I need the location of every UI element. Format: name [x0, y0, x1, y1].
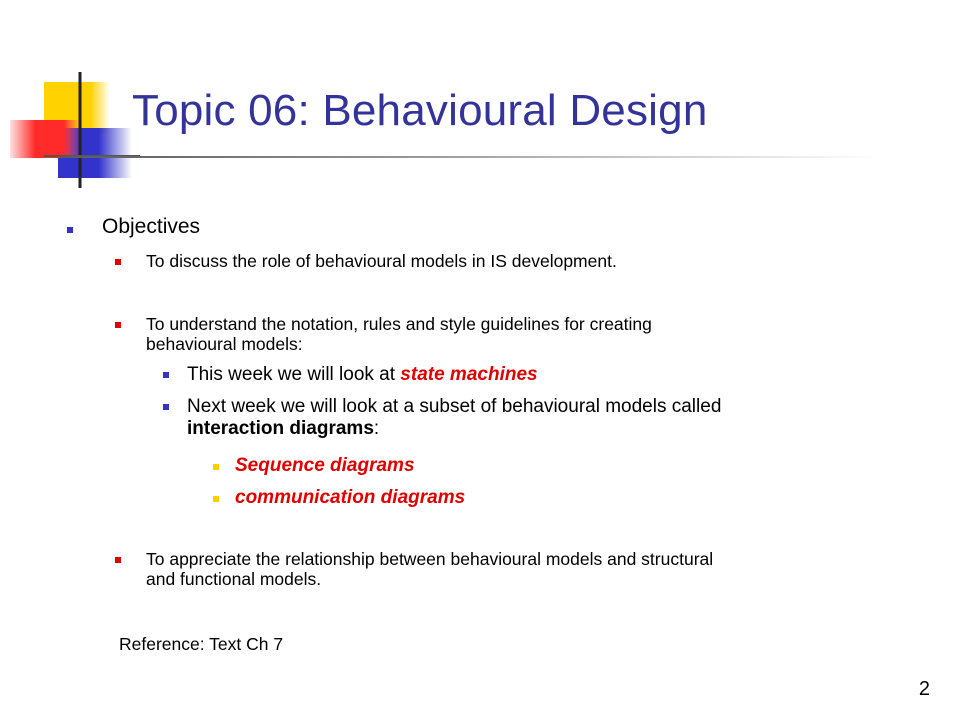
- reference-text: Reference: Text Ch 7: [119, 634, 284, 654]
- objective-item-3-line2: and functional models.: [146, 569, 322, 589]
- bullet-square-icon: [67, 227, 73, 233]
- bullet-square-icon: [115, 322, 121, 328]
- emphasis-state-machines: state machines: [400, 364, 538, 385]
- bullet-square-icon: [163, 404, 169, 410]
- objective-item-2-line1: To understand the notation, rules and style guidelines for creating: [146, 314, 652, 334]
- sub-item-colon: :: [373, 418, 380, 439]
- sub-item-state-machines: [187, 364, 538, 386]
- bullet-square-icon: [115, 259, 121, 265]
- sub-item-interaction-line1: Next week we will look at a subset of behavioural models called: [187, 396, 722, 417]
- title-underline: [60, 156, 880, 158]
- objective-item-2-line2: behavioural models:: [146, 334, 303, 354]
- slide-title: Topic 06: Behavioural Design: [132, 86, 708, 135]
- bullet-square-icon: [115, 557, 121, 563]
- objective-item-1: To discuss the role of behavioural models in IS development.: [146, 251, 617, 271]
- slide-number: 2: [918, 678, 930, 700]
- objectives-heading: Objectives: [102, 215, 201, 238]
- bullet-square-icon: [213, 496, 219, 502]
- slide-logo-decoration: [0, 0, 140, 190]
- sequence-diagrams-item: Sequence diagrams: [235, 455, 415, 476]
- sub-item-text: This week we will look at: [187, 364, 401, 385]
- bullet-square-icon: [213, 464, 219, 470]
- emphasis-interaction-diagrams: interaction diagrams: [187, 418, 374, 439]
- sub-item-interaction-line2: [187, 418, 379, 440]
- bullet-square-icon: [163, 372, 169, 378]
- communication-diagrams-item: communication diagrams: [235, 487, 466, 508]
- objective-item-3-line1: To appreciate the relationship between behavioural models and structural: [146, 549, 714, 569]
